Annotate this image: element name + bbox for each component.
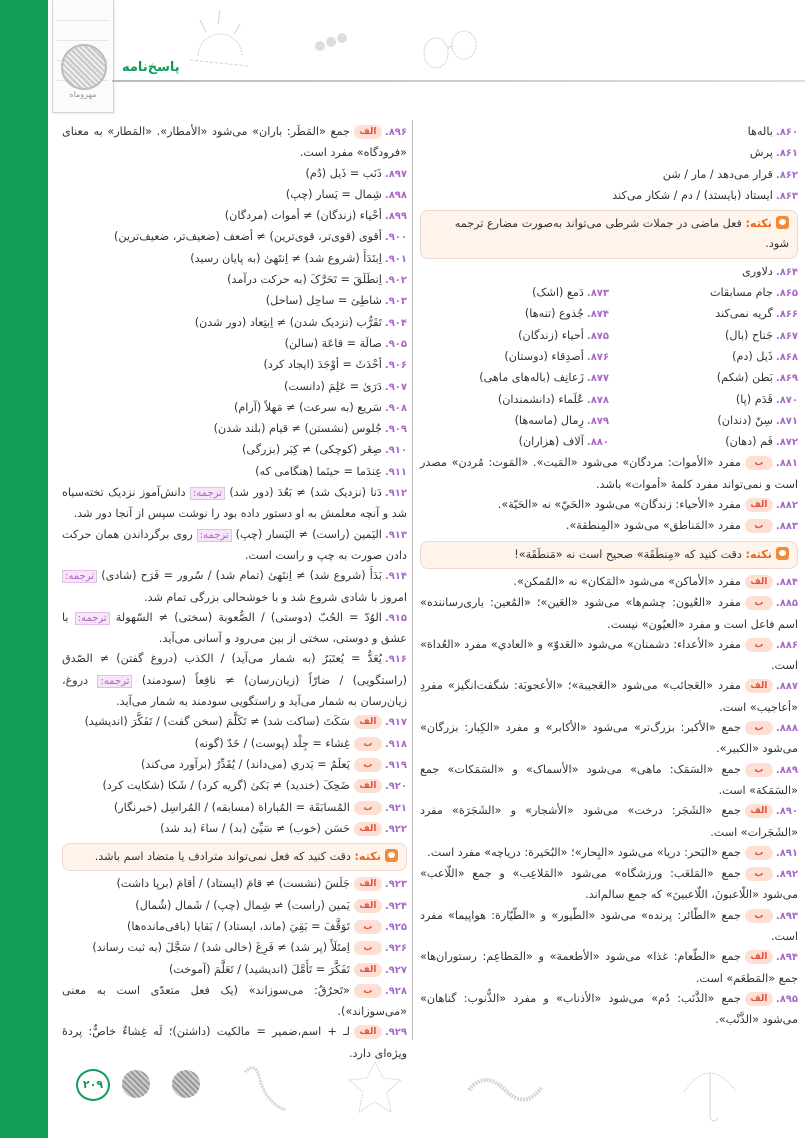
answer-badge: الف (354, 877, 382, 891)
answer-badge: ب (354, 920, 382, 934)
translation-item (62, 525, 407, 567)
answer-badge: ب (745, 763, 773, 777)
item-text: اِنطَلَقَ = تَحَرَّکَ (به حرکت درآمد) (227, 273, 382, 287)
answer-badge: ب (745, 596, 773, 610)
answer-item (420, 989, 798, 1031)
letter-doodle-icon (235, 1062, 295, 1122)
item-number: ۹۱۶. (384, 654, 407, 666)
answer-text: مفرد «الأحیاء: زندگان» می‌شود «الحَيّ» نه «الحَیّة». (497, 498, 741, 512)
answer-text: جمع «السَمَک: ماهی» می‌شود «الأسماک» و «السَمَکات» جمع «السَمَکة» است. (420, 762, 798, 797)
column-divider (412, 120, 413, 1040)
item-text: قَدَم (پا) (735, 392, 773, 406)
answer-badge: الف (745, 804, 773, 818)
answer-text: مفرد «الأعداء: دشمنان» می‌شود «العَدوّ» و «العادي» مفرد «العُداة» است. (420, 637, 798, 673)
sun-doodle-icon (190, 10, 250, 70)
list-item (62, 398, 407, 419)
item-number: ۸۷۶. (586, 351, 609, 363)
item-text: جُذوع (تنه‌ها) (524, 307, 584, 321)
item-text: جُلوس (نشستن) ≠ قیام (بلند شدن) (213, 422, 382, 436)
item-number: ۸۷۷. (586, 373, 609, 385)
answers-group-b (420, 572, 798, 1031)
translation-text: امروز با شادی شروع شد و با خوشحالی بزرگی تمام شد. (144, 590, 407, 604)
answer-item: ۸۹۶.الفجمع «المَطَر: باران» می‌شود «الأمطار». «المَطار» به معنای «فرودگاه» مفرد است. (62, 125, 407, 160)
vocab-pair-row (420, 304, 798, 325)
answer-item (420, 572, 798, 593)
item-text: أحیاء (زندگان) (518, 328, 584, 342)
vocab-text: الوُدّ = الحُبّ (دوستی) / الصُّعوبة (سختی) ≠ السّهولة (115, 610, 382, 624)
item-number: ۸۹۸. (384, 189, 407, 201)
item-number: ۹۲۲. (384, 823, 407, 835)
item-number: ۹۱۸. (384, 738, 407, 750)
item-text: ذَنَب = ذَیل (دُم) (305, 166, 382, 180)
item-number: ۹۰۰. (384, 232, 407, 244)
item-text: جَناح (بال) (725, 328, 773, 342)
item-text: تَقَرُّب (نزدیک شدن) ≠ اِبتِعاد (دور شدن) (194, 315, 382, 329)
item-number: ۸۸۶. (775, 639, 798, 651)
translation-tag: ترجمه: (97, 675, 132, 688)
answer-item (62, 755, 407, 776)
answer-text: ضَحِکَ (خندید) ≠ بَکیٰ (گریه کرد) / شَکا (شکایت کرد) (102, 779, 350, 793)
answer-item (62, 874, 407, 895)
list-item (62, 440, 407, 461)
publisher-logo-icon (61, 44, 107, 90)
item-text: سِنّ (دندان) (717, 413, 773, 427)
answer-item (62, 938, 407, 959)
answer-item (420, 593, 798, 635)
item-number: ۸۹۹. (384, 211, 407, 223)
answer-badge: الف (745, 498, 773, 512)
answers-list (62, 712, 407, 840)
item-number: ۸۶۶. (775, 309, 798, 321)
vocab-cell (609, 368, 798, 389)
vocab-cell (609, 347, 798, 368)
item-number: ۹۱۷. (384, 717, 407, 729)
item-number: ۸۸۰. (586, 437, 609, 449)
list-item (62, 164, 407, 185)
star-pattern-doodle-icon (345, 1060, 405, 1120)
note-box: نکته: دقت کنید که فعل نمی‌تواند مترادف یا متضاد اسم باشد. (62, 843, 407, 871)
item-number: ۹۲۱. (384, 802, 407, 814)
vocab-text: یُعَدُّ = یُعتَبَرُ (به شمار می‌آید) / الکذب (دروغ گفتن) ≠ الصّدق (راستگویی) / ضارّاً (زیان‌رسان) ≠ نافِعاً (سودمند) (62, 652, 408, 687)
answer-text: المُسابَقَة = المُباراة (مسابقه) / المُراسِل (خبرنگار) (113, 800, 350, 814)
answer-item (62, 896, 407, 917)
item-number: ۸۹۱. (775, 847, 798, 859)
vocab-pair-row (420, 368, 798, 389)
item-number: ۸۸۳. (775, 521, 798, 533)
list-item (62, 313, 407, 334)
answer-text: جَلَسَ (نشست) ≠ قامَ (ایستاد) / أقامَ (برپا داشت) (116, 877, 350, 891)
item-number: ۹۰۵. (384, 338, 407, 350)
answer-text: جمع «الذَّنَب: دُم» می‌شود «الأذناب» و مفرد «الذُّنوب: گناهان» می‌شود «الذَّنْب». (420, 991, 798, 1027)
answer-item (62, 798, 407, 819)
vocab-cell (609, 390, 798, 411)
translation-text: دروغ، زیان‌رسان به شمار می‌آید و راستگویی سودمند به شمار می‌آید. (62, 673, 407, 709)
item-number: ۹۰۲. (384, 275, 407, 287)
item-text: شِمال = یَسار (چپ) (285, 187, 382, 201)
answer-text: لـ + اسم،ضمیر = مالکیت (داشتن)؛ لَه غِشاءٌ خاصٌّ: پردهٔ ویژه‌ای دارد. (62, 1025, 407, 1060)
vocab-cell (609, 432, 798, 453)
speech-bubble-icon (776, 216, 789, 229)
item-number: ۸۷۸. (586, 394, 609, 406)
item-text: عُلَماء (دانشمندان) (497, 392, 584, 406)
answer-item (420, 760, 798, 802)
item-text: أقوی (قوی‌تر، قوی‌ترین) ≠ أضعف (ضعیف‌تر، ضعیف‌ترین) (114, 230, 382, 244)
answer-item (62, 981, 407, 1023)
item-number: ۸۷۱. (775, 415, 798, 427)
translation-tag: ترجمه: (75, 612, 110, 625)
item-number: ۹۲۷. (384, 964, 407, 976)
translation-tag: ترجمه: (62, 570, 97, 583)
list-item (62, 291, 407, 312)
answer-item (420, 843, 798, 864)
answer-item (420, 495, 798, 516)
list-item (62, 377, 407, 398)
list-item: ۸۶۱.پرش (749, 146, 798, 160)
answer-badge: ب (745, 846, 773, 860)
section-title: پاسخ‌نامه (122, 60, 180, 75)
item-number: ۸۹۳. (775, 910, 798, 922)
answer-text: یَمین (راست) ≠ شِمال (چپ) / شَمال (شُمال) (135, 898, 350, 912)
item-number: ۹۲۴. (384, 900, 407, 912)
hatched-dot-icon (122, 1070, 150, 1098)
answer-text: جمع «الطّعام: غذا» می‌شود «الأطعمة» و «المَطاعِم: رستوران‌ها» جمع «المَطعَم» است. (420, 950, 798, 985)
list-item (62, 334, 407, 355)
answer-badge: الف (354, 1025, 382, 1039)
answer-item (420, 947, 798, 989)
answer-badge: ب (745, 721, 773, 735)
note-box: نکته: فعل ماضی در جملات شرطی می‌تواند به‌صورت مضارع ترجمه شود. (420, 210, 798, 259)
item-number: ۸۹۷. (384, 168, 407, 180)
answer-badge: الف (354, 125, 382, 139)
translation-tag: ترجمه: (190, 487, 225, 500)
vocab-pair-row (420, 347, 798, 368)
answer-badge: الف (354, 822, 382, 836)
vocab-pair-row (420, 411, 798, 432)
answer-item (420, 906, 798, 948)
list-item (62, 419, 407, 440)
item-number: ۸۸۱. (775, 458, 798, 470)
answer-text: اِمتَلَأَ (پر شد) ≠ فَرِغَ (خالی شد) / سَجَّلَ (به ثبت رساند) (92, 941, 350, 955)
item-text: أصدِقاء (دوستان) (504, 349, 584, 363)
item-number: ۹۰۸. (384, 402, 407, 414)
answer-item (420, 516, 798, 537)
answers-list-2 (62, 874, 407, 1064)
answer-badge: ب (354, 737, 382, 751)
vocab-pair-row (420, 326, 798, 347)
right-column (420, 122, 798, 1030)
translation-item (62, 566, 407, 608)
answer-item (420, 635, 798, 677)
umbrella-doodle-icon (680, 1058, 740, 1128)
item-text: دَرَیٰ = عَلِمَ (دانست) (283, 379, 382, 393)
answer-badge: الف (354, 899, 382, 913)
list-item (62, 355, 407, 376)
translation-tag: ترجمه: (197, 529, 232, 542)
page-edge-green-bar (0, 0, 48, 1138)
item-number: ۸۸۹. (775, 764, 798, 776)
item-number: ۸۸۵. (775, 598, 798, 610)
answer-text: حَسَن (خوب) ≠ سَيِّئ (بد) / ساءَ (بد شد) (160, 821, 350, 835)
vocab-list (62, 164, 407, 483)
answer-item (62, 1022, 407, 1064)
translation-text: با عشق و دوستی، سختی از بین می‌رود و آسانی می‌آید. (62, 610, 407, 646)
item-number: ۹۱۴. (384, 571, 407, 583)
list-item (62, 462, 407, 483)
vocab-cell (420, 283, 609, 304)
answer-badge: ب (354, 758, 382, 772)
answer-item (420, 453, 798, 495)
item-number: ۹۰۴. (384, 317, 407, 329)
list-item: ۸۶۴.دلاوری (741, 264, 798, 278)
vocab-text: الیَمین (راست) ≠ الیَسار (چپ) (235, 527, 382, 541)
answer-item (62, 917, 407, 938)
item-number: ۹۱۳. (384, 529, 407, 541)
answer-item (62, 819, 407, 840)
answer-item (62, 960, 407, 981)
calligraphy-doodle-icon (465, 1070, 545, 1110)
answer-text: جمع «المَلعَب: ورزشگاه» می‌شود «المَلاعِب» و جمع «اللّاعب» می‌شود «اللّاعبونَ، اللّاعبینَ» که جمع سالم‌اند. (420, 867, 798, 902)
answer-badge: الف (745, 575, 773, 589)
translation-list (62, 483, 407, 712)
list-item (62, 185, 407, 206)
item-number: ۸۹۰. (775, 806, 798, 818)
item-number: ۹۱۲. (384, 488, 407, 500)
answer-text: مفرد «المَناطق» می‌شود «المِنطقة». (565, 519, 741, 533)
publisher-logo-text: مهروماه (69, 90, 97, 99)
item-text: زَعانِف (باله‌های ماهی) (479, 371, 584, 385)
item-text: دَمع (اشک) (532, 286, 584, 300)
item-number: ۹۲۵. (384, 921, 407, 933)
answer-badge: الف (354, 715, 382, 729)
item-number: ۹۱۱. (384, 466, 407, 478)
answer-text: سَکَتَ (ساکت شد) ≠ تَکَلَّمَ (سخن گفت) / تَفَکَّرَ (اندیشید) (84, 715, 350, 729)
item-number: ۸۶۷. (775, 330, 798, 342)
item-number: ۹۰۷. (384, 381, 407, 393)
item-text: جام مسابقات (709, 286, 773, 300)
item-number: ۹۲۶. (384, 943, 407, 955)
answer-text: جمع «الأکبر: بزرگ‌تر» می‌شود «الأکابر» و مفرد «الکِبار: بزرگان» می‌شود «الکبیر». (420, 721, 798, 756)
item-text: صالَة = قاعَة (سالن) (284, 336, 382, 350)
vocab-text: دَنا (نزدیک شد) ≠ بَعُدَ (دور شد) (229, 486, 382, 500)
item-number: ۸۹۵. (775, 993, 798, 1005)
item-number: ۸۶۸. (775, 351, 798, 363)
item-number: ۸۷۵. (586, 330, 609, 342)
answer-badge: الف (354, 963, 382, 977)
vocab-cell (609, 283, 798, 304)
item-text: ذَیل (دم) (732, 349, 773, 363)
item-number: ۹۱۵. (384, 612, 408, 624)
answer-badge: ب (745, 909, 773, 923)
answer-badge: ب (745, 867, 773, 881)
answer-text: جمع «الشَجَر: درخت» می‌شود «الأشجار» و «الشَجَرَة» مفرد «الشَجَرات» است. (420, 804, 798, 839)
item-number: ۹۰۶. (384, 360, 407, 372)
item-number: ۹۱۰. (384, 445, 407, 457)
vocab-cell (609, 304, 798, 325)
answer-badge: الف (745, 950, 773, 964)
item-number: ۸۸۲. (775, 500, 798, 512)
translation-text: روی برگرداندن همان حرکت دادن صورت به چپ و راست است. (62, 527, 407, 562)
answer-item (420, 801, 798, 843)
item-number: ۸۸۷. (775, 681, 798, 693)
answer-badge: الف (354, 779, 382, 793)
item-number: ۸۷۴. (586, 309, 609, 321)
item-number: ۹۱۹. (384, 759, 407, 771)
answer-item (420, 718, 798, 760)
vocab-cell (420, 304, 609, 325)
answer-text: تَفَکَّرَ = تَأَمَّلَ (اندیشید) / تَعَلَّمَ (آموخت) (168, 962, 350, 976)
item-number: ۸۹۴. (775, 952, 798, 964)
answer-badge: ب (354, 941, 382, 955)
vocab-cell (420, 411, 609, 432)
list-item (62, 249, 407, 270)
vocab-cell (420, 432, 609, 453)
item-number: ۹۰۳. (384, 296, 407, 308)
item-number: ۹۰۱. (384, 253, 407, 265)
item-text: اِبتَدَأَ (شروع شد) ≠ اِنتَهیٰ (به پایان رسید) (190, 251, 382, 265)
list-item: ۸۶۳.ایستاد (بایستد) / دم / شکار می‌کند (612, 188, 798, 202)
answers-group-a (420, 453, 798, 537)
answer-text: جمع «الطّائر: پرنده» می‌شود «الطّیور» و «الطّیّارة: هواپیما» مفرد است. (420, 908, 798, 943)
answer-item (62, 712, 407, 733)
header-divider (112, 80, 805, 82)
translation-item (62, 649, 407, 712)
answer-text: مفرد «الأماکن» می‌شود «المَکان» نه «المُمکن». (513, 574, 741, 588)
answer-item (420, 676, 798, 718)
item-text: رِمال (ماسه‌ها) (514, 413, 584, 427)
speech-bubble-icon (776, 547, 789, 560)
publisher-tab (52, 0, 114, 113)
item-number: ۸۷۲. (775, 437, 798, 449)
item-number: ۹۰۹. (384, 424, 407, 436)
item-number: ۸۷۹. (586, 415, 609, 427)
item-text: سَریع (به سرعت) ≠ مَهلاً (آرام) (233, 400, 382, 414)
item-number: ۸۷۰. (775, 394, 798, 406)
note-box: نکته: دقت کنید که «مِنطَقَة» صحیح است نه «مَنطَقَة»! (420, 541, 798, 569)
answer-badge: الف (745, 992, 773, 1006)
item-number: ۸۶۵. (775, 288, 798, 300)
item-text: بَطن (شکم) (716, 371, 773, 385)
list-item (62, 270, 407, 291)
item-text: عِندَما = حینَما (هنگامی که) (255, 464, 382, 478)
list-item (62, 227, 407, 248)
list-item: ۸۶۲.قرار می‌دهد / مار / شن (662, 167, 798, 181)
hatched-dot-icon (172, 1070, 200, 1098)
left-column (62, 122, 407, 1064)
item-text: أحْیاء (زندگان) ≠ أموات (مردگان) (224, 209, 382, 223)
vocab-pair-row (420, 390, 798, 411)
answer-badge: ب (745, 519, 773, 533)
answer-text: «تَحرُقُ: می‌سوزاند» (یک فعل متعدّی است به معنی «می‌سوزاند»). (62, 983, 407, 1019)
answer-text: یَعلَمُ = یَدري (می‌داند) / یُقَدِّرُ (برآورد می‌کند) (141, 757, 350, 771)
answer-text: غِشاء = جِلْد (پوست) / خَدّ (گونه) (194, 736, 350, 750)
item-text: صِغَر (کوچکی) ≠ کِبَر (بزرگی) (242, 443, 382, 457)
answer-badge: ب (354, 801, 382, 815)
item-number: ۸۸۴. (775, 576, 798, 588)
vocab-cell (420, 326, 609, 347)
page-number: ۲۰۹ (76, 1069, 110, 1101)
item-text: گریه نمی‌کند (715, 307, 773, 321)
vocab-cell (420, 390, 609, 411)
answer-text: جمع «البَحر: دریا» می‌شود «البِحار»؛ «البُحَیرة: دریاچه» مفرد است. (427, 845, 741, 859)
item-number: ۸۹۲. (775, 869, 798, 881)
answer-badge: الف (745, 679, 773, 693)
vocab-pairs (420, 283, 798, 453)
answer-badge: ب (354, 984, 382, 998)
item-number: ۹۲۸. (384, 985, 407, 997)
answer-item (62, 776, 407, 797)
answer-badge: ب (745, 638, 773, 652)
answer-text: مفرد «العَجائب» می‌شود «العَجیبة»؛ «الأعجوبَة: شگفت‌انگیز» مفردِ «أعاجیب» است. (420, 679, 798, 714)
translation-item (62, 483, 407, 525)
dots-doodle-icon (312, 30, 352, 55)
answer-badge: ب (745, 456, 773, 470)
list-item (62, 206, 407, 227)
answer-item (420, 864, 798, 906)
list-item: ۸۶۰.باله‌ها (747, 125, 798, 138)
vocab-cell (420, 368, 609, 389)
item-number: ۹۲۳. (384, 879, 407, 891)
answer-text: مفرد «الأموات: مردگان» می‌شود «المَیت». «المَوت: مُردن» مصدر است و نمی‌تواند مفرد کلمهٔ «أموات» باشد. (420, 456, 798, 491)
answer-text: مفرد «العُیون: چشم‌ها» می‌شود «العَین»؛ «المُعین: یاری‌رساننده» اسم فاعل است و مفرد «العیُون» نیست. (420, 596, 798, 631)
answer-item (62, 734, 407, 755)
item-number: ۸۸۸. (775, 723, 798, 735)
vocab-cell (420, 347, 609, 368)
item-text: آلاف (هزاران) (518, 435, 584, 449)
item-number: ۸۶۹. (775, 373, 798, 385)
item-text: شاطِئ = ساحِل (ساحل) (265, 294, 382, 308)
vocab-cell (609, 326, 798, 347)
vocab-pair-row (420, 432, 798, 453)
translation-item (62, 608, 407, 650)
item-text: أحْدَثَ = أوْجَدَ (ایجاد کرد) (263, 358, 382, 372)
item-number: ۹۲۰. (384, 781, 407, 793)
item-number: ۸۷۳. (586, 288, 609, 300)
vocab-cell (609, 411, 798, 432)
glasses-doodle-icon (420, 25, 480, 75)
answer-text: تَوَقَّفَ = بَقِيَ (ماند، ایستاد) / بَقایا (باقی‌مانده‌ها) (127, 919, 350, 933)
item-number: ۹۲۹. (384, 1027, 407, 1039)
speech-bubble-icon (385, 849, 398, 862)
translation-text: دانش‌آموز نزدیک تخته‌سیاه شد و آنچه معلمش به او دستور داده بود را نوشت سپس از آنجا دور شد. (62, 486, 407, 521)
vocab-text: بَدَأَ (شروع شد) ≠ اِنتَهیٰ (تمام شد) / سُرور = فَرَح (شادی) (101, 569, 382, 583)
vocab-pair-row (420, 283, 798, 304)
item-text: فَم (دهان) (725, 435, 773, 449)
